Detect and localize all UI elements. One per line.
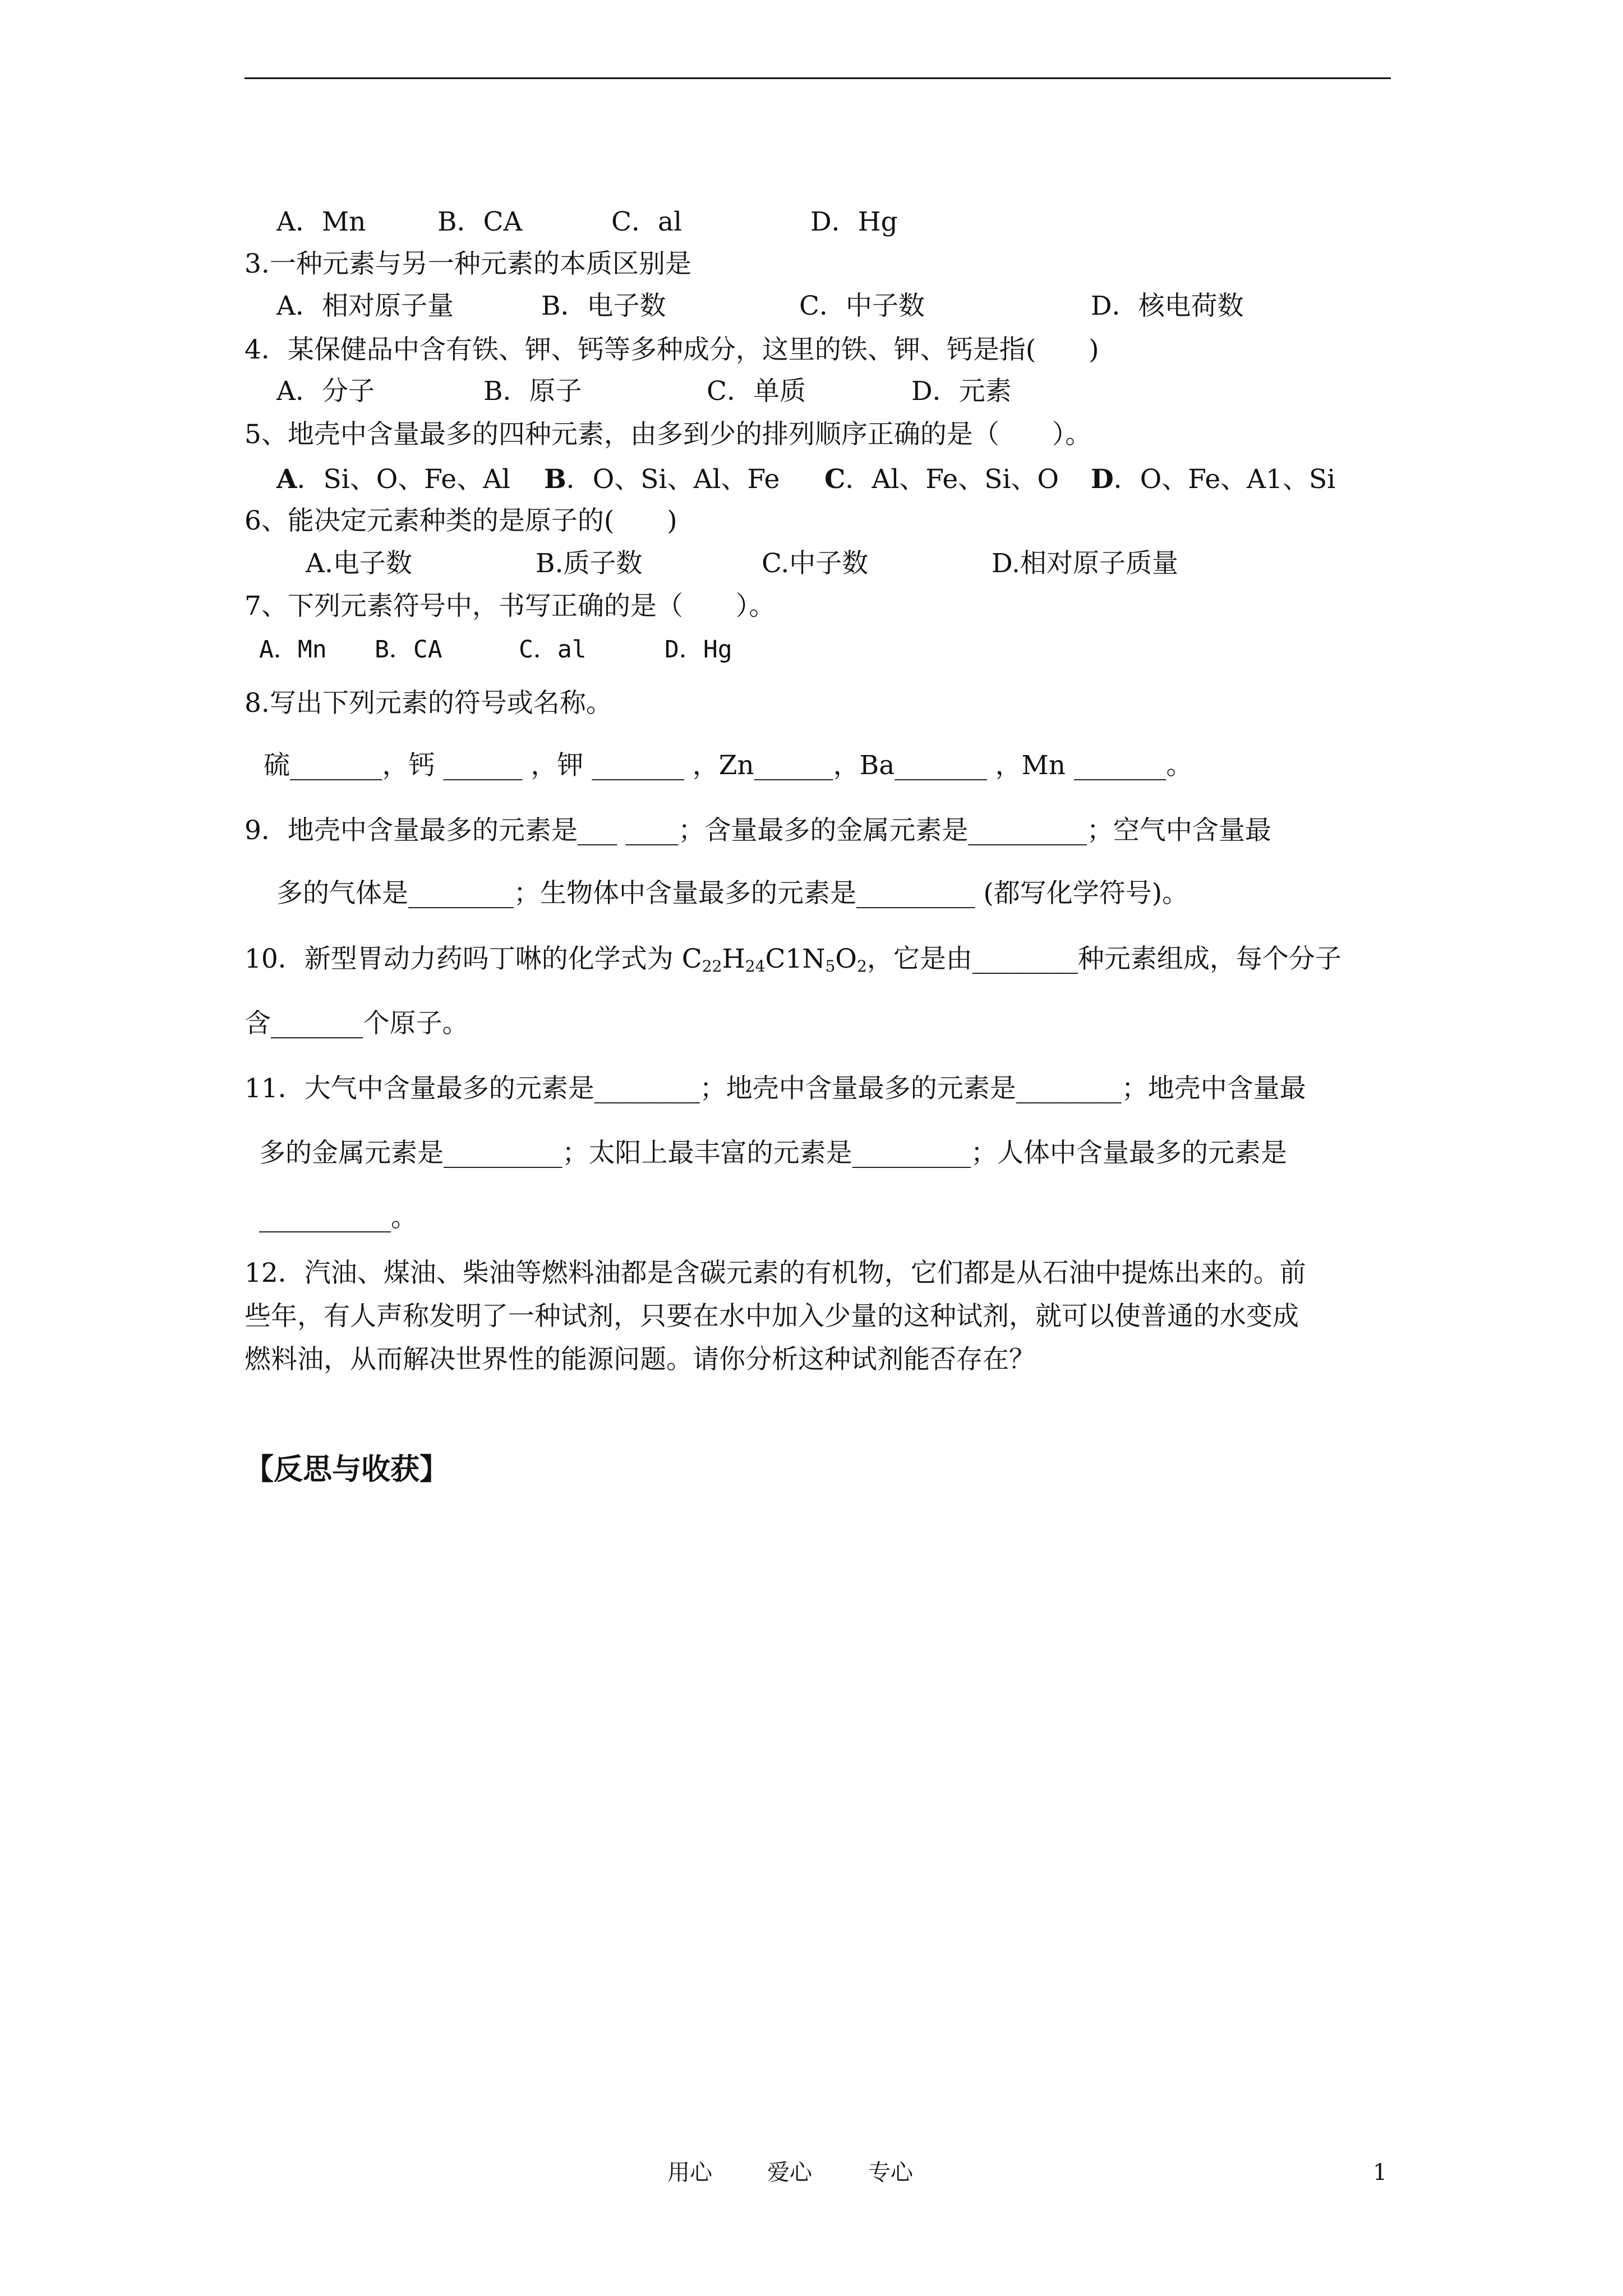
reflection-heading: 【反思与收获】 [245, 1452, 449, 1487]
q4-option-d: D．元素 [911, 376, 1012, 407]
option-b: B．CA [437, 206, 523, 237]
q3-option-c: C．中子数 [799, 291, 925, 321]
question-11-line-1: 11．大气中含量最多的元素是________；地壳中含量最多的元素是________；地壳中含量最 [245, 1073, 1306, 1104]
q5-option-a: A．Si、O、Fe、Al [276, 464, 511, 495]
option-d: D．Hg [810, 206, 898, 237]
question-6-stem: 6、能决定元素种类的是原子的( ) [245, 505, 677, 536]
question-12-line-1: 12．汽油、煤油、柴油等燃料油都是含碳元素的有机物，它们都是从石油中提炼出来的。前 [245, 1258, 1306, 1289]
question-11-line-2: 多的金属元素是_________；太阳上最丰富的元素是_________；人体中含量最多的元素是 [259, 1138, 1287, 1168]
q6-option-b: B.质子数 [536, 548, 643, 579]
question-9-line-1: 9．地壳中含量最多的元素是___ ____；含量最多的金属元素是_________；空气中含量最 [245, 815, 1271, 846]
option-c: C．al [611, 206, 683, 237]
q5-option-d: D．O、Fe、A1、Si [1091, 464, 1336, 495]
footer-motto-1: 用心 [667, 2160, 712, 2185]
question-8-blanks: 硫_______，钙 ______ ，钾 _______ ，Zn______，Ba_______ ，Mn _______。 [264, 750, 1193, 781]
question-5-stem: 5、地壳中含量最多的四种元素，由多到少的排列顺序正确的是（ ）。 [245, 419, 1092, 450]
q6-option-c: C.中子数 [762, 548, 869, 579]
q7-option-b: B．CA [375, 636, 442, 664]
q4-option-c: C．单质 [707, 376, 806, 407]
question-3-stem: 3.一种元素与另一种元素的本质区别是 [245, 249, 691, 279]
q3-option-d: D．核电荷数 [1091, 291, 1244, 321]
option-a: A．Mn [276, 206, 366, 237]
q5-option-c: C．Al、Fe、Si、O [824, 464, 1059, 495]
q6-option-a: A.电子数 [306, 548, 412, 579]
question-7-stem: 7、下列元素符号中，书写正确的是（ ）。 [245, 591, 776, 622]
q4-option-a: A．分子 [276, 376, 375, 407]
header-rule [245, 77, 1391, 79]
q5-option-b: B．O、Si、Al、Fe [544, 464, 780, 495]
q3-option-b: B．电子数 [541, 291, 666, 321]
question-10-line-1: 10．新型胃动力药吗丁啉的化学式为 $C_{22}H_{24}C1N_5O_2$，它是由________种元素组成，每个分子 [245, 944, 1341, 976]
question-9-line-2: 多的气体是________；生物体中含量最多的元素是_________ (都写化学符号)。 [276, 878, 1189, 909]
q7-option-d: D．Hg [665, 636, 732, 664]
q7-option-a: A．Mn [259, 636, 327, 664]
question-8-stem: 8.写出下列元素的符号或名称。 [245, 688, 612, 719]
question-12-line-3: 燃料油，从而解决世界性的能源问题。请你分析这种试剂能否存在？ [245, 1344, 1035, 1375]
footer-motto-2: 爱心 [767, 2160, 812, 2185]
q7-option-c: C．al [519, 636, 587, 664]
q6-option-d: D.相对原子质量 [992, 548, 1178, 579]
question-12-line-2: 些年，有人声称发明了一种试剂，只要在水中加入少量的这种试剂，就可以使普通的水变成 [245, 1301, 1299, 1332]
question-10-line-2: 含_______个原子。 [245, 1008, 469, 1039]
question-11-line-3: __________。 [259, 1202, 417, 1233]
q4-option-b: B．原子 [483, 376, 582, 407]
chemical-formula: $C_{22}H_{24}C1N_5O_2$ [681, 944, 867, 976]
q3-option-a: A．相对原子量 [276, 291, 454, 321]
footer-motto-3: 专心 [868, 2160, 913, 2185]
page-number: 1 [1373, 2160, 1387, 2185]
question-4-stem: 4．某保健品中含有铁、钾、钙等多种成分，这里的铁、钾、钙是指( ) [245, 334, 1099, 365]
